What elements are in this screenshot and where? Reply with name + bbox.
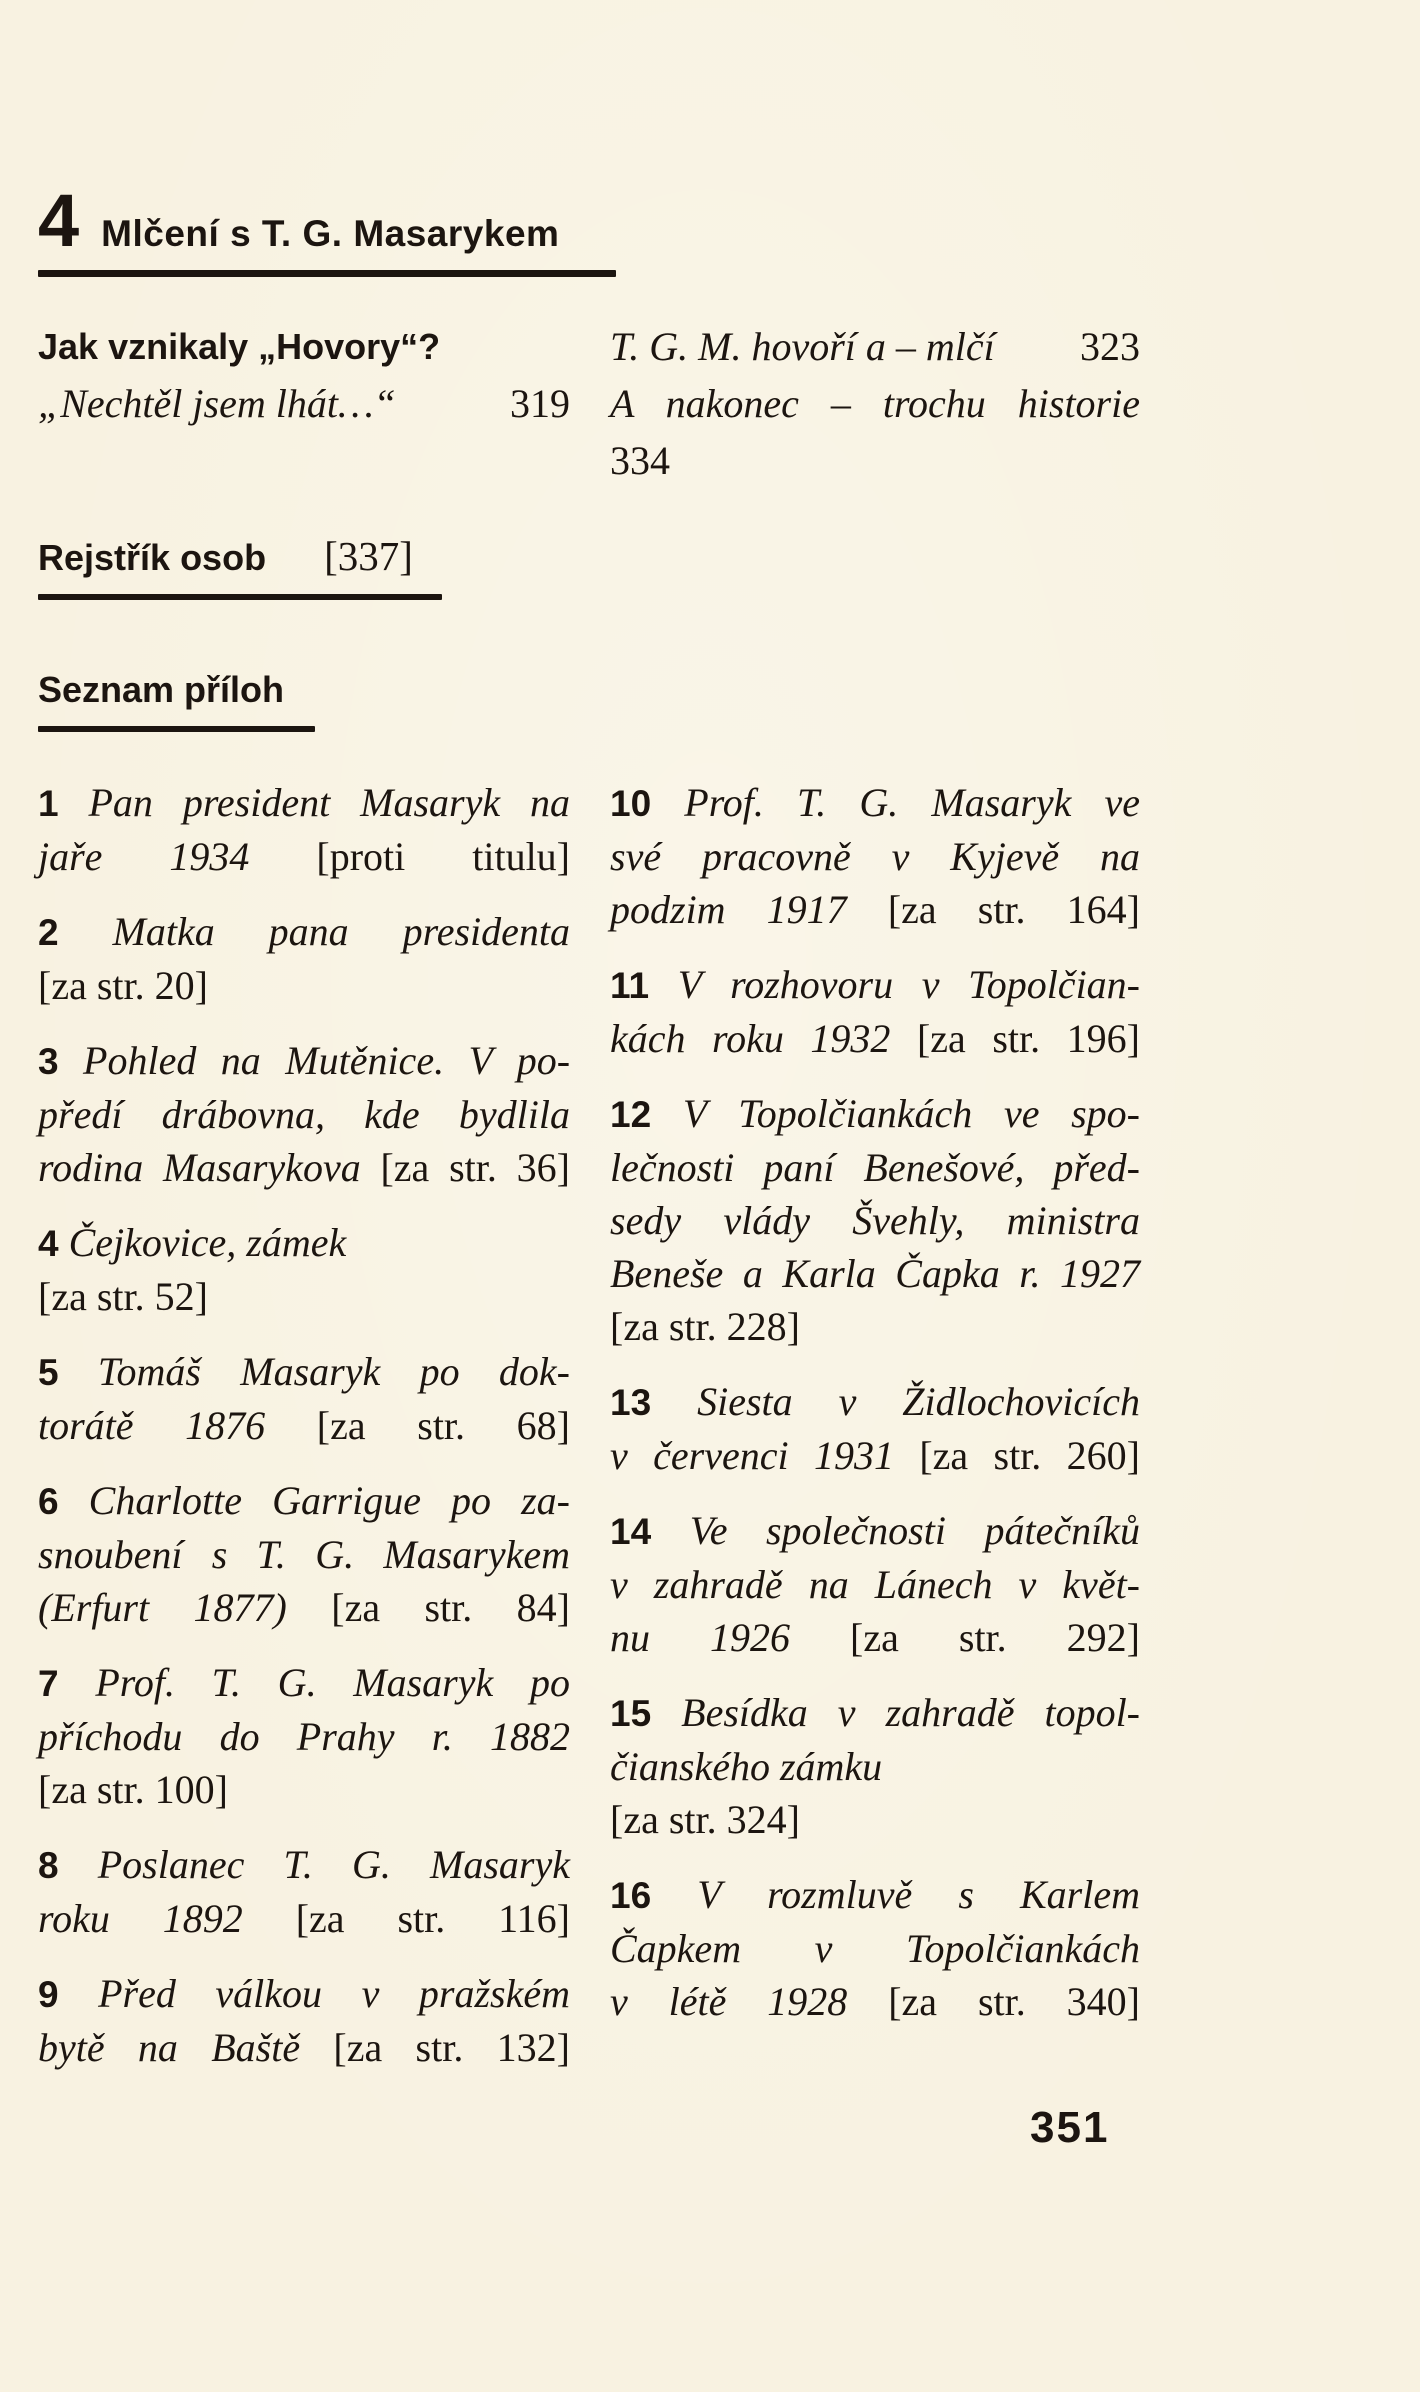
caption-text: Prof. T. G. Masaryk ve: [684, 780, 1141, 825]
toc-subheading: Jak vznikaly „Hovory“?: [38, 326, 441, 367]
page-reference: [za str. 132]: [333, 2025, 570, 2070]
caption-text: roku 1892: [38, 1896, 296, 1941]
appendix-item-line: [610, 1686, 1140, 1740]
caption-text: Tomáš Masaryk po dok-: [97, 1349, 571, 1394]
appendix-item-number: 6: [38, 1481, 59, 1522]
toc-column-right: [610, 318, 1140, 489]
appendix-item: [610, 1868, 1140, 2028]
caption-text: Poslanec T. G. Masaryk: [97, 1842, 570, 1887]
appendix-item-line: [38, 2021, 570, 2074]
appendix-item: [610, 1504, 1140, 1664]
appendix-item-line: [38, 1399, 570, 1452]
caption-text: čianského zámku: [610, 1744, 883, 1789]
caption-text: bytě na Baště: [38, 2025, 334, 2070]
appendix-item-number: 9: [38, 1974, 59, 2015]
appendix-list-left: [38, 776, 570, 2096]
page-reference: [za str. 292]: [850, 1615, 1140, 1660]
appendix-item-line: [38, 1216, 570, 1270]
index-section: [38, 532, 442, 600]
caption-text: V Topolčiankách ve spo-: [682, 1091, 1140, 1136]
caption-text: podzim 1917: [610, 887, 888, 932]
page-reference: [za str. 100]: [38, 1767, 228, 1812]
page-number: 351: [1030, 2103, 1110, 2152]
appendix-item: [38, 1216, 570, 1323]
caption-text: Čejkovice, zámek: [68, 1220, 347, 1265]
caption-text: Pohled na Mutěnice. V po-: [83, 1038, 571, 1083]
appendix-item-line: [38, 905, 570, 959]
appendix-item-number: 5: [38, 1352, 59, 1393]
caption-text: sedy vlády Švehly, ministra: [610, 1198, 1140, 1243]
appendix-item-number: 15: [610, 1693, 652, 1734]
appendix-item-line: [38, 1088, 570, 1141]
appendix-item-number: 10: [610, 783, 652, 824]
appendix-item: [38, 1474, 570, 1634]
appendix-item-line: [610, 1611, 1140, 1664]
caption-text: snoubení s T. G. Masarykem: [38, 1532, 570, 1577]
appendix-item-line: [610, 1975, 1140, 2028]
appendix-item-number: 7: [38, 1663, 59, 1704]
appendix-heading-section: [38, 664, 315, 732]
appendix-item-number: 13: [610, 1382, 652, 1423]
caption-text: Besídka v zahradě topol-: [681, 1690, 1141, 1735]
appendix-item-line: [38, 1345, 570, 1399]
page-reference: [za str. 84]: [331, 1585, 570, 1630]
appendix-item-number: 1: [38, 783, 59, 824]
chapter-toc: [38, 318, 1140, 489]
appendix-item: [38, 905, 570, 1012]
appendix-list-right: [610, 776, 1140, 2096]
toc-entry-page: 334: [610, 438, 670, 483]
appendix-item-line: [610, 1740, 1140, 1793]
toc-entry-title: T. G. M. hovoří a – mlčí: [610, 324, 995, 369]
caption-text: Matka pana presidenta: [112, 909, 570, 954]
appendix-item-number: 8: [38, 1845, 59, 1886]
appendix-item-number: 12: [610, 1094, 652, 1135]
appendix-item-line: [38, 1474, 570, 1528]
caption-text: Prof. T. G. Masaryk po: [95, 1660, 570, 1705]
appendix-item-line: [610, 1429, 1140, 1482]
appendix-item-line: [38, 1528, 570, 1581]
caption-text: jaře 1934: [38, 834, 317, 879]
caption-text: Ve společnosti pátečníků: [689, 1508, 1140, 1553]
page-reference: [za str. 20]: [38, 963, 208, 1008]
appendix-item-line: [610, 1012, 1140, 1065]
toc-entry-title: „Nechtěl jsem lhát…“: [38, 381, 396, 426]
appendix-item: [610, 1087, 1140, 1353]
appendix-item-line: [38, 1967, 570, 2021]
appendix-label: Seznam příloh: [38, 669, 285, 710]
toc-entry-page: 319: [510, 381, 570, 426]
appendix-item-line: [610, 883, 1140, 936]
appendix-item-line: [610, 1087, 1140, 1141]
appendix-item-line: [610, 1922, 1140, 1975]
caption-text: v létě 1928: [610, 1979, 889, 2024]
appendix-item-line: [610, 1504, 1140, 1558]
appendix-item-number: 2: [38, 912, 59, 953]
page-reference: [za str. 324]: [610, 1797, 800, 1842]
appendix-item-line: [610, 1558, 1140, 1611]
appendix-item: [610, 1686, 1140, 1846]
caption-text: Před válkou v pražském: [98, 1971, 570, 2016]
appendix-item-line: [610, 1141, 1140, 1194]
appendix-item-line: [610, 1868, 1140, 1922]
appendix-item-line: [38, 1656, 570, 1710]
appendix-item: [38, 1838, 570, 1945]
page-reference: [proti titulu]: [316, 834, 571, 879]
page-reference: [za str. 68]: [316, 1403, 570, 1448]
appendix-item-number: 11: [610, 965, 650, 1006]
page-reference: [za str. 260]: [919, 1433, 1140, 1478]
toc-entry-title: A nakonec – trochu historie: [610, 381, 1140, 426]
appendix-item: [610, 776, 1140, 936]
appendix-item-line: [610, 776, 1140, 830]
appendix-item-line: [38, 1710, 570, 1763]
appendix-item-line: [38, 1892, 570, 1945]
appendix-item-line: [38, 1141, 570, 1194]
appendix-item-line: [38, 1034, 570, 1088]
chapter-number: 4: [38, 179, 80, 262]
appendix-item-number: 3: [38, 1041, 59, 1082]
caption-text: lečnosti paní Benešové, před-: [610, 1145, 1140, 1190]
appendix-item-line: [38, 1763, 570, 1816]
page-reference: [za str. 196]: [916, 1016, 1140, 1061]
chapter-title: Mlčení s T. G. Masarykem: [101, 213, 560, 254]
caption-text: v zahradě na Lánech v květ-: [610, 1562, 1140, 1607]
appendix-item: [38, 1967, 570, 2074]
caption-text: příchodu do Prahy r. 1882: [38, 1714, 570, 1759]
appendix-item: [610, 1375, 1140, 1482]
appendix-item: [38, 776, 570, 883]
appendix-item-line: [610, 1793, 1140, 1846]
toc-entry-page: 323: [1080, 324, 1140, 369]
caption-text: Čapkem v Topolčiankách: [610, 1926, 1140, 1971]
caption-text: torátě 1876: [38, 1403, 317, 1448]
chapter-heading: [38, 179, 616, 277]
caption-text: (Erfurt 1877): [38, 1585, 332, 1630]
index-rule: [38, 594, 442, 600]
page-reference: [za str. 228]: [610, 1304, 800, 1349]
appendix-item-line: [38, 959, 570, 1012]
appendix-item: [610, 958, 1140, 1065]
appendix-item-line: [610, 830, 1140, 883]
appendix-item-number: 14: [610, 1511, 652, 1552]
index-page-ref: [337]: [324, 533, 413, 579]
caption-text: Beneše a Karla Čapka r. 1927: [610, 1251, 1140, 1296]
appendix-rule: [38, 726, 315, 732]
caption-text: kách roku 1932: [610, 1016, 917, 1061]
appendix-list: [38, 776, 1140, 2096]
toc-column-left: [38, 318, 570, 489]
appendix-item: [38, 1345, 570, 1452]
appendix-item-line: [610, 1194, 1140, 1247]
index-label: Rejstřík osob: [38, 537, 267, 578]
appendix-item: [38, 1656, 570, 1816]
appendix-item-number: 16: [610, 1875, 652, 1916]
page-reference: [za str. 52]: [38, 1274, 208, 1319]
toc-entry: [38, 375, 570, 432]
caption-text: předí drábovna, kde bydlila: [38, 1092, 570, 1137]
caption-text: Siesta v Židlochovicích: [697, 1379, 1141, 1424]
index-row: [38, 532, 442, 584]
caption-text: V rozhovoru v Topolčian-: [677, 962, 1140, 1007]
chapter-rule: [38, 270, 616, 277]
appendix-item-line: [610, 1247, 1140, 1300]
appendix-item-line: [38, 1838, 570, 1892]
caption-text: V rozmluvě s Karlem: [697, 1872, 1141, 1917]
chapter-heading-row: [38, 179, 616, 262]
caption-text: Charlotte Garrigue po za-: [88, 1478, 570, 1523]
caption-text: Pan president Masaryk na: [88, 780, 571, 825]
toc-entry: [610, 318, 1140, 375]
appendix-item: [38, 1034, 570, 1194]
page-reference: [za str. 164]: [887, 887, 1140, 932]
page-reference: [za str. 116]: [295, 1896, 570, 1941]
appendix-item-line: [610, 958, 1140, 1012]
appendix-item-line: [610, 1300, 1140, 1353]
appendix-item-line: [38, 1581, 570, 1634]
caption-text: rodina Masarykova: [38, 1145, 381, 1190]
appendix-item-line: [38, 776, 570, 830]
page-reference: [za str. 36]: [380, 1145, 570, 1190]
caption-text: nu 1926: [610, 1615, 851, 1660]
page-reference: [za str. 340]: [888, 1979, 1140, 2024]
appendix-item-number: 4: [38, 1223, 59, 1264]
appendix-item-line: [610, 1375, 1140, 1429]
caption-text: v červenci 1931: [610, 1433, 920, 1478]
caption-text: své pracovně v Kyjevě na: [610, 834, 1140, 879]
appendix-item-line: [38, 830, 570, 883]
appendix-item-line: [38, 1270, 570, 1323]
